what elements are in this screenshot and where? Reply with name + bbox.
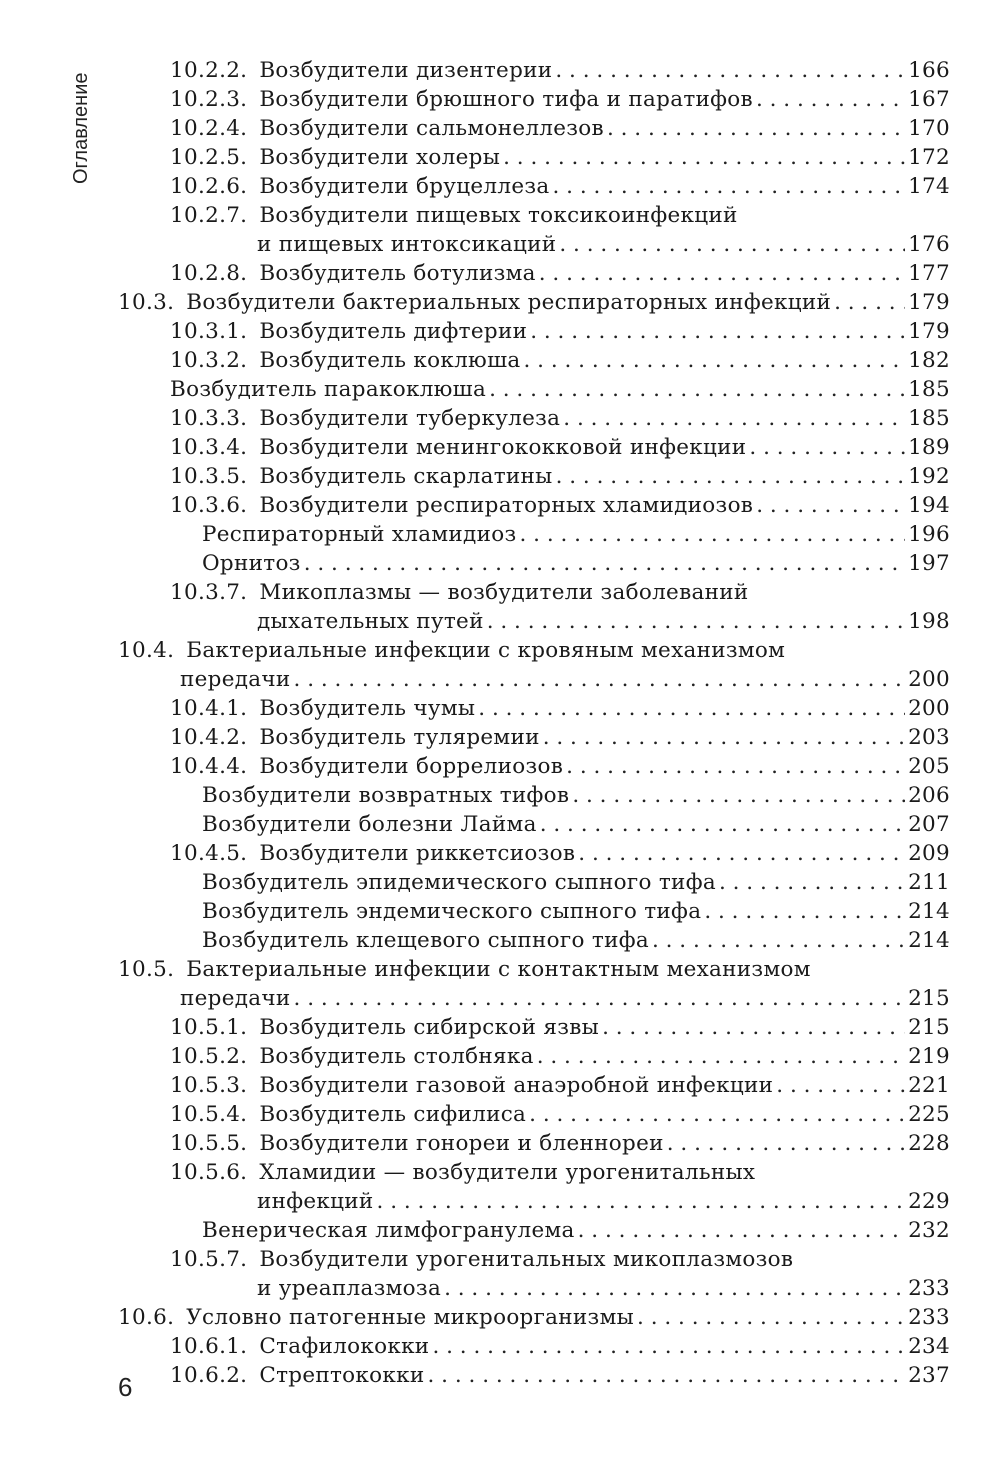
dot-leader — [377, 1187, 906, 1216]
toc-entry-number: 10.6. — [118, 1305, 175, 1330]
toc-entry-number: 10.2.5. — [170, 145, 248, 170]
toc-entry-number: 10.3. — [118, 290, 175, 315]
toc-entry-page: 172 — [908, 145, 950, 170]
toc-entry-page: 198 — [908, 609, 950, 634]
table-of-contents — [118, 56, 950, 1390]
toc-entry-number: 10.5.7. — [170, 1247, 248, 1272]
dot-leader — [294, 984, 906, 1013]
toc-entry[interactable] — [118, 346, 950, 375]
toc-entry[interactable] — [118, 723, 950, 752]
toc-entry-number: 10.6.1. — [170, 1334, 248, 1359]
toc-entry-title-cont: передачи — [180, 986, 291, 1011]
toc-entry-title: Возбудители гонореи и бленнореи — [259, 1131, 664, 1156]
toc-entry-title: Возбудитель столбняка — [259, 1044, 534, 1069]
toc-entry-title: Стрептококки — [259, 1363, 425, 1388]
dot-leader — [294, 665, 906, 694]
toc-entry[interactable] — [118, 114, 950, 143]
dot-leader — [756, 491, 905, 520]
dot-leader — [834, 288, 905, 317]
dot-leader — [503, 143, 905, 172]
toc-entry-page: 192 — [908, 464, 950, 489]
toc-entry-page: 211 — [908, 870, 950, 895]
dot-leader — [637, 1303, 905, 1332]
toc-entry-title: Возбудители урогенитальных микоплазмозов — [259, 1247, 794, 1272]
toc-entry-page: 182 — [908, 348, 950, 373]
toc-entry[interactable] — [118, 781, 950, 810]
toc-entry-page: 215 — [908, 986, 950, 1011]
toc-entry-page: 185 — [908, 406, 950, 431]
toc-entry-continuation[interactable] — [118, 1187, 950, 1216]
toc-entry-page: 233 — [908, 1276, 950, 1301]
toc-entry-number: 10.2.4. — [170, 116, 248, 141]
toc-entry-number: 10.5.3. — [170, 1073, 248, 1098]
toc-entry[interactable] — [118, 1158, 950, 1187]
toc-entry-title: Возбудители болезни Лайма — [202, 812, 537, 837]
toc-entry[interactable] — [118, 926, 950, 955]
dot-leader — [487, 607, 905, 636]
toc-entry[interactable] — [118, 1100, 950, 1129]
toc-entry-title: Хламидии — возбудители урогенитальных — [259, 1160, 756, 1185]
toc-entry[interactable] — [118, 810, 950, 839]
dot-leader — [537, 1042, 905, 1071]
toc-entry-title: Возбудитель скарлатины — [259, 464, 553, 489]
dot-leader — [556, 462, 905, 491]
toc-entry-title: Возбудитель эндемического сыпного тифа — [202, 899, 702, 924]
page-number: 6 — [118, 1372, 133, 1402]
toc-entry[interactable] — [118, 636, 950, 665]
toc-entry-page: 174 — [908, 174, 950, 199]
dot-leader — [652, 926, 905, 955]
toc-entry-page: 167 — [908, 87, 950, 112]
toc-entry-title-cont: передачи — [180, 667, 291, 692]
toc-entry-number: 10.2.7. — [170, 203, 248, 228]
toc-entry-page: 229 — [908, 1189, 950, 1214]
dot-leader — [572, 781, 905, 810]
toc-entry-page: 232 — [908, 1218, 950, 1243]
toc-entry-page: 194 — [908, 493, 950, 518]
toc-entry-title: Возбудитель клещевого сыпного тифа — [202, 928, 649, 953]
toc-entry-page: 200 — [908, 696, 950, 721]
toc-entry-page: 215 — [908, 1015, 950, 1040]
dot-leader — [776, 1071, 905, 1100]
toc-entry-number: 10.3.7. — [170, 580, 248, 605]
toc-entry-title: Стафилококки — [259, 1334, 430, 1359]
toc-entry-title: Возбудители газовой анаэробной инфекции — [259, 1073, 774, 1098]
running-header-vertical — [58, 66, 98, 186]
toc-entry-number: 10.5.1. — [170, 1015, 248, 1040]
toc-entry[interactable] — [118, 1071, 950, 1100]
toc-entry-title: Возбудители дизентерии — [259, 58, 553, 83]
toc-entry-page: 196 — [908, 522, 950, 547]
toc-entry[interactable] — [118, 375, 950, 404]
toc-entry-number: 10.2.8. — [170, 261, 248, 286]
toc-entry-title-cont: и уреаплазмоза — [257, 1276, 442, 1301]
toc-entry-continuation[interactable] — [118, 1274, 950, 1303]
dot-leader — [478, 694, 905, 723]
toc-entry-number: 10.3.3. — [170, 406, 248, 431]
toc-entry[interactable] — [118, 1303, 950, 1332]
toc-entry-number: 10.5. — [118, 957, 175, 982]
toc-entry-title: Возбудитель сибирской язвы — [259, 1015, 600, 1040]
toc-entry-page: 233 — [908, 1305, 950, 1330]
dot-leader — [444, 1274, 905, 1303]
toc-entry-number: 10.3.4. — [170, 435, 248, 460]
dot-leader — [704, 897, 905, 926]
toc-entry-page: 214 — [908, 899, 950, 924]
toc-entry-number: 10.5.2. — [170, 1044, 248, 1069]
toc-entry-page: 179 — [908, 290, 950, 315]
toc-entry-number: 10.3.6. — [170, 493, 248, 518]
toc-entry[interactable] — [118, 1332, 950, 1361]
toc-entry-title: Возбудитель чумы — [259, 696, 476, 721]
toc-entry[interactable] — [118, 172, 950, 201]
dot-leader — [543, 723, 905, 752]
toc-entry-title: Возбудители брюшного тифа и паратифов — [259, 87, 753, 112]
toc-entry-number: 10.2.6. — [170, 174, 248, 199]
toc-entry-title: Бактериальные инфекции с кровяным механизмом — [186, 638, 786, 663]
toc-entry-page: 206 — [908, 783, 950, 808]
toc-entry[interactable] — [118, 1245, 950, 1274]
toc-entry-page: 207 — [908, 812, 950, 837]
dot-leader — [530, 317, 905, 346]
toc-entry[interactable] — [118, 288, 950, 317]
dot-leader — [555, 56, 905, 85]
toc-entry-page: 170 — [908, 116, 950, 141]
toc-entry[interactable] — [118, 259, 950, 288]
dot-leader — [489, 375, 905, 404]
toc-entry-title-cont: дыхательных путей — [257, 609, 484, 634]
toc-entry-title: Возбудитель ботулизма — [259, 261, 536, 286]
toc-entry-title: Возбудители респираторных хламидиозов — [259, 493, 754, 518]
toc-entry-title: Венерическая лимфогранулема — [202, 1218, 575, 1243]
dot-leader — [432, 1332, 905, 1361]
toc-entry-title: Возбудители туберкулеза — [259, 406, 561, 431]
toc-entry-page: 237 — [908, 1363, 950, 1388]
toc-entry[interactable] — [118, 1216, 950, 1245]
toc-entry-continuation[interactable] — [118, 607, 950, 636]
toc-entry[interactable] — [118, 897, 950, 926]
toc-entry-title-cont: инфекций — [257, 1189, 374, 1214]
toc-entry-title: Возбудители риккетсиозов — [259, 841, 576, 866]
toc-entry[interactable] — [118, 839, 950, 868]
toc-entry-page: 205 — [908, 754, 950, 779]
dot-leader — [602, 1013, 905, 1042]
toc-entry[interactable] — [118, 85, 950, 114]
toc-entry-number: 10.5.4. — [170, 1102, 248, 1127]
toc-entry-page: 197 — [908, 551, 950, 576]
toc-entry-number: 10.5.5. — [170, 1131, 248, 1156]
toc-entry-title: Возбудители боррелиозов — [259, 754, 564, 779]
toc-entry-number: 10.4.1. — [170, 696, 248, 721]
toc-entry[interactable] — [118, 520, 950, 549]
toc-entry[interactable] — [118, 752, 950, 781]
dot-leader — [553, 172, 906, 201]
dot-leader — [756, 85, 905, 114]
toc-entry[interactable] — [118, 1042, 950, 1071]
toc-entry[interactable] — [118, 1129, 950, 1158]
toc-entry-page: 203 — [908, 725, 950, 750]
toc-entry-title: Возбудители холеры — [259, 145, 501, 170]
toc-entry-page: 225 — [908, 1102, 950, 1127]
toc-entry-title: Бактериальные инфекции с контактным механизмом — [186, 957, 811, 982]
toc-entry-title: Орнитоз — [202, 551, 301, 576]
dot-leader — [559, 230, 905, 259]
toc-entry-number: 10.4. — [118, 638, 175, 663]
dot-leader — [523, 346, 905, 375]
toc-entry-title: Микоплазмы — возбудители заболеваний — [259, 580, 749, 605]
toc-entry-page: 209 — [908, 841, 950, 866]
toc-entry-page: 189 — [908, 435, 950, 460]
toc-entry-title: Возбудители менингококковой инфекции — [259, 435, 747, 460]
dot-leader — [304, 549, 905, 578]
toc-entry-continuation[interactable] — [118, 665, 950, 694]
dot-leader — [578, 839, 905, 868]
toc-entry-page: 179 — [908, 319, 950, 344]
dot-leader — [749, 433, 905, 462]
dot-leader — [519, 520, 905, 549]
toc-entry[interactable] — [118, 1013, 950, 1042]
toc-entry-title: Возбудители сальмонеллезов — [259, 116, 604, 141]
toc-entry-number: 10.3.1. — [170, 319, 248, 344]
toc-entry[interactable] — [118, 201, 950, 230]
toc-entry[interactable] — [118, 1361, 950, 1390]
toc-entry-title: Возбудитель коклюша — [259, 348, 521, 373]
dot-leader — [563, 404, 905, 433]
toc-entry-title: Возбудители бруцеллеза — [259, 174, 550, 199]
toc-entry[interactable] — [118, 462, 950, 491]
toc-entry-number: 10.2.2. — [170, 58, 248, 83]
toc-entry-number: 10.2.3. — [170, 87, 248, 112]
toc-entry-title-cont: и пищевых интоксикаций — [257, 232, 557, 257]
toc-entry-title: Возбудители бактериальных респираторных инфекций — [186, 290, 832, 315]
toc-entry-number: 10.4.5. — [170, 841, 248, 866]
toc-entry[interactable] — [118, 549, 950, 578]
dot-leader — [566, 752, 905, 781]
toc-entry-page: 221 — [908, 1073, 950, 1098]
toc-entry[interactable] — [118, 56, 950, 85]
toc-entry-page: 177 — [908, 261, 950, 286]
toc-entry[interactable] — [118, 404, 950, 433]
toc-entry-page: 228 — [908, 1131, 950, 1156]
toc-entry-number: 10.5.6. — [170, 1160, 248, 1185]
side-label-text: Оглавление — [70, 72, 92, 184]
toc-entry-page: 200 — [908, 667, 950, 692]
toc-entry-title: Возбудитель паракоклюша — [170, 377, 487, 402]
toc-entry[interactable] — [118, 868, 950, 897]
toc-entry[interactable] — [118, 694, 950, 723]
dot-leader — [428, 1361, 906, 1390]
toc-entry[interactable] — [118, 143, 950, 172]
toc-entry-title: Респираторный хламидиоз — [202, 522, 517, 547]
toc-entry[interactable] — [118, 955, 950, 984]
toc-entry-title: Условно патогенные микроорганизмы — [186, 1305, 635, 1330]
toc-entry-number: 10.4.4. — [170, 754, 248, 779]
toc-entry-title: Возбудители возвратных тифов — [202, 783, 570, 808]
toc-entry-continuation[interactable] — [118, 984, 950, 1013]
dot-leader — [667, 1129, 905, 1158]
toc-entry-number: 10.4.2. — [170, 725, 248, 750]
toc-entry-page: 214 — [908, 928, 950, 953]
toc-entry-title: Возбудители пищевых токсикоинфекций — [259, 203, 738, 228]
toc-entry[interactable] — [118, 491, 950, 520]
toc-entry-title: Возбудитель туляремии — [259, 725, 540, 750]
toc-entry-title: Возбудитель дифтерии — [259, 319, 528, 344]
toc-entry-page: 166 — [908, 58, 950, 83]
toc-entry-continuation[interactable] — [118, 230, 950, 259]
toc-entry-number: 10.3.5. — [170, 464, 248, 489]
toc-entry[interactable] — [118, 317, 950, 346]
dot-leader — [719, 868, 905, 897]
toc-entry-title: Возбудитель сифилиса — [259, 1102, 527, 1127]
dot-leader — [578, 1216, 905, 1245]
toc-entry-page: 176 — [908, 232, 950, 257]
toc-entry[interactable] — [118, 433, 950, 462]
dot-leader — [607, 114, 905, 143]
dot-leader — [529, 1100, 905, 1129]
toc-entry-page: 219 — [908, 1044, 950, 1069]
dot-leader — [539, 259, 905, 288]
toc-entry[interactable] — [118, 578, 950, 607]
toc-entry-page: 234 — [908, 1334, 950, 1359]
toc-entry-number: 10.6.2. — [170, 1363, 248, 1388]
toc-entry-title: Возбудитель эпидемического сыпного тифа — [202, 870, 716, 895]
toc-entry-page: 185 — [908, 377, 950, 402]
toc-entry-number: 10.3.2. — [170, 348, 248, 373]
dot-leader — [540, 810, 905, 839]
